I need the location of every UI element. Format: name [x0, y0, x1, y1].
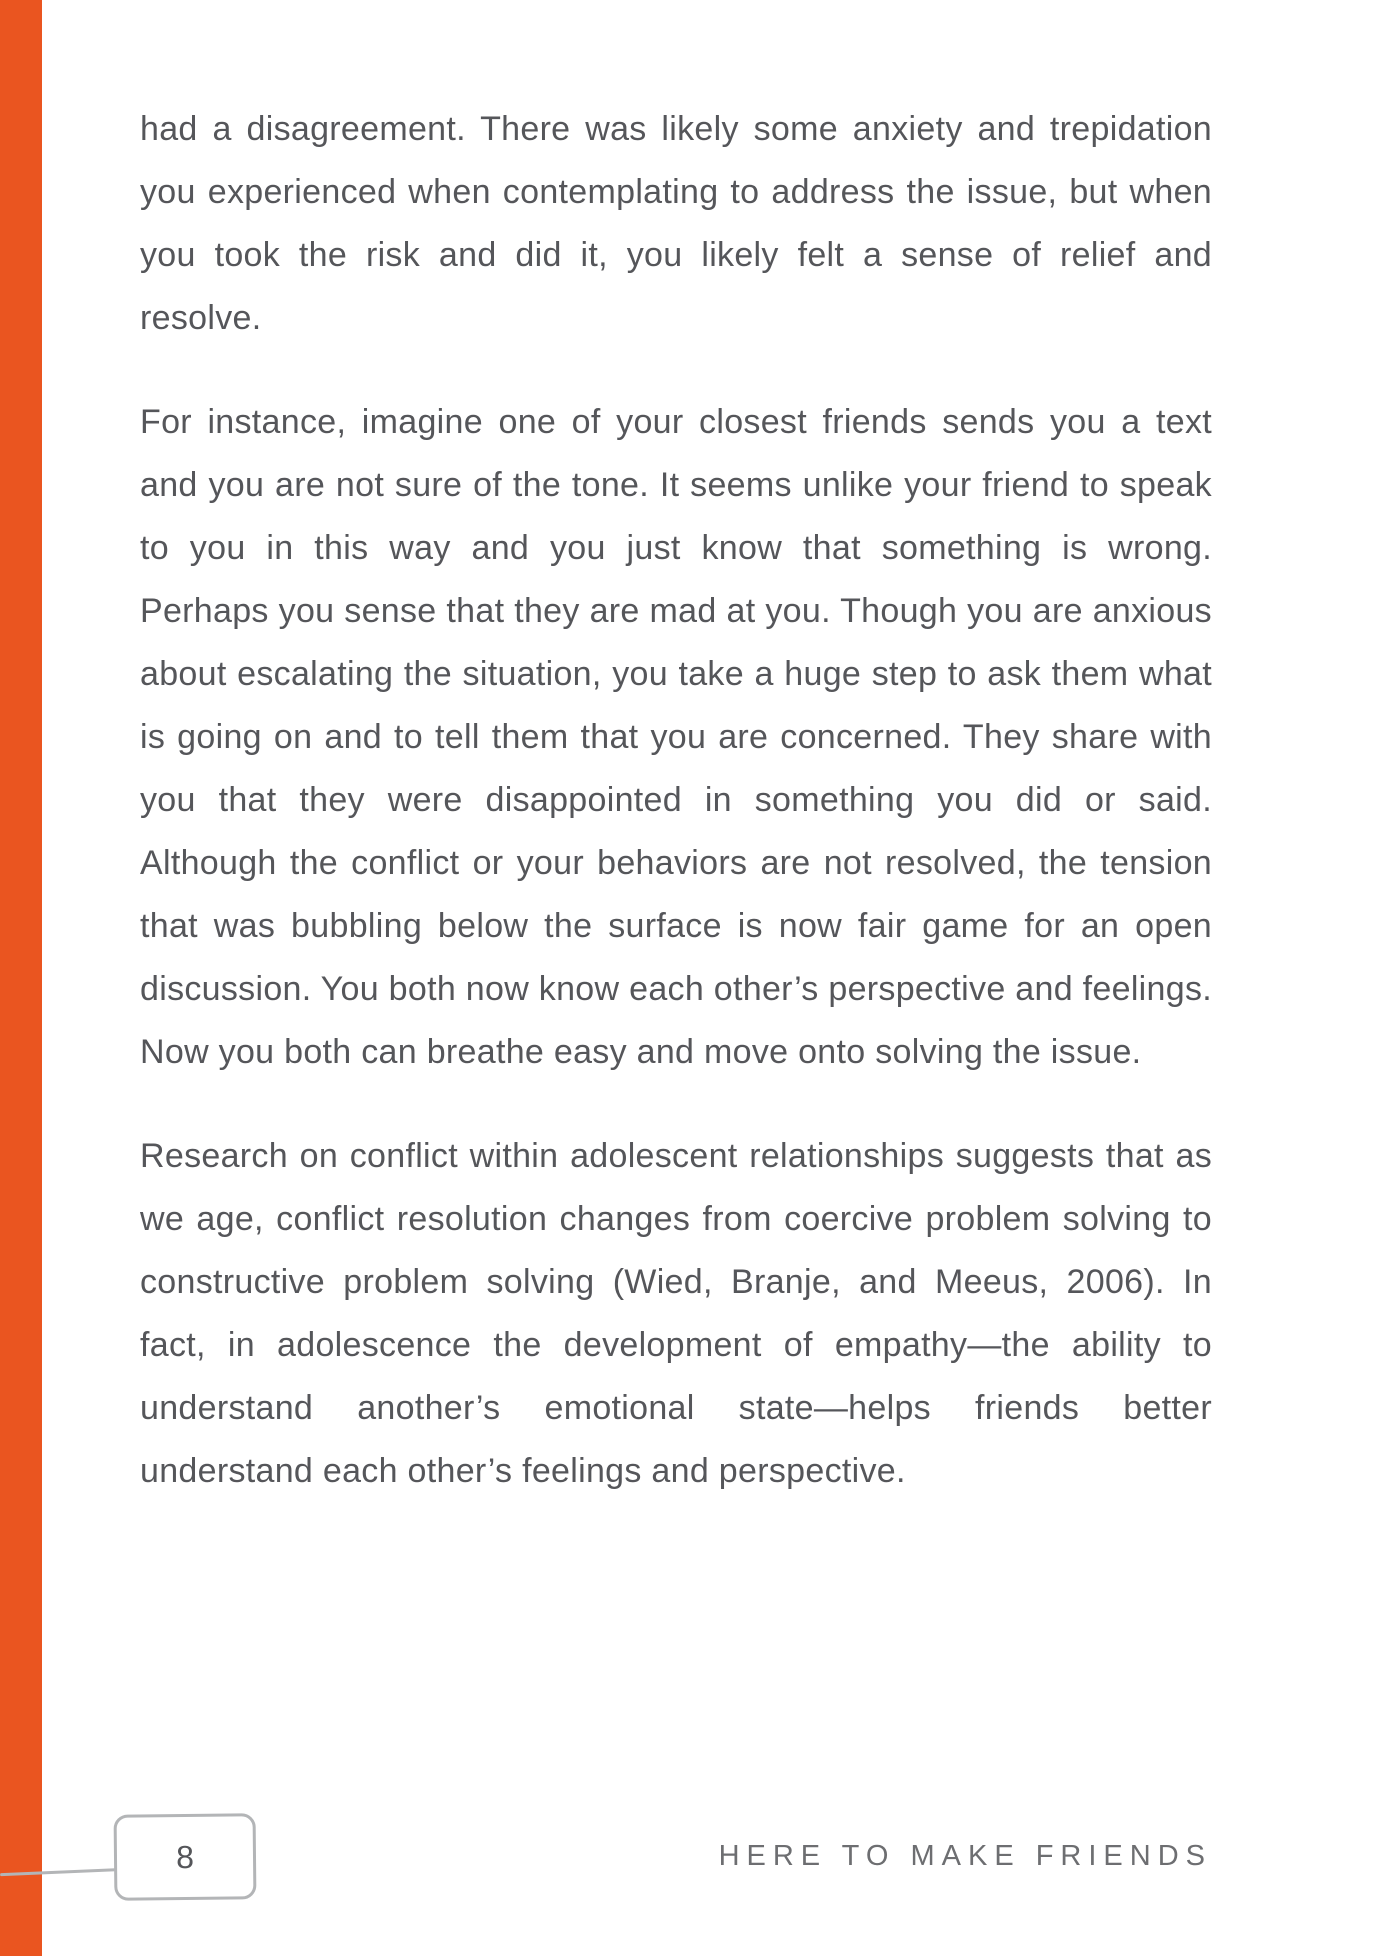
body-text [140, 98, 1212, 1544]
paragraph: For instance, imagine one of your closest friends sends you a text and you are not sure of the tone. It seems unlike your friend to speak to you in this way and you just know that something is wrong. Perhaps you sense that they are mad at you. Though you are anxious about escalating the situation, you take a huge step to ask them what is going on and to tell them that you are concerned. They share with you that they were disappointed in something you did or said. Although the conflict or your behaviors are not resolved, the tension that was bubbling below the surface is now fair game for an open discussion. You both now know each other’s perspective and feelings. Now you both can breathe easy and move onto solving the issue. [140, 403, 1212, 1071]
paragraph: had a disagreement. There was likely some anxiety and trepidation you experienced when contemplating to address the issue, but when you took the risk and did it, you likely felt a sense of relief and resolve. [140, 110, 1212, 337]
page-number: 8 [175, 1838, 195, 1875]
running-title: HERE TO MAKE FRIENDS [718, 1840, 1212, 1872]
paragraph: Research on conflict within adolescent relationships suggests that as we age, conflict resolution changes from coercive problem solving to constructive problem solving (Wied, Branje, and Meeus, 2006). In fact, in adolescence the development of empathy—the ability to understand another’s emotional state—helps friends better understand each other’s feelings and perspective. [140, 1137, 1212, 1490]
page-number-box [114, 1813, 257, 1900]
left-accent-bar [0, 0, 42, 1956]
